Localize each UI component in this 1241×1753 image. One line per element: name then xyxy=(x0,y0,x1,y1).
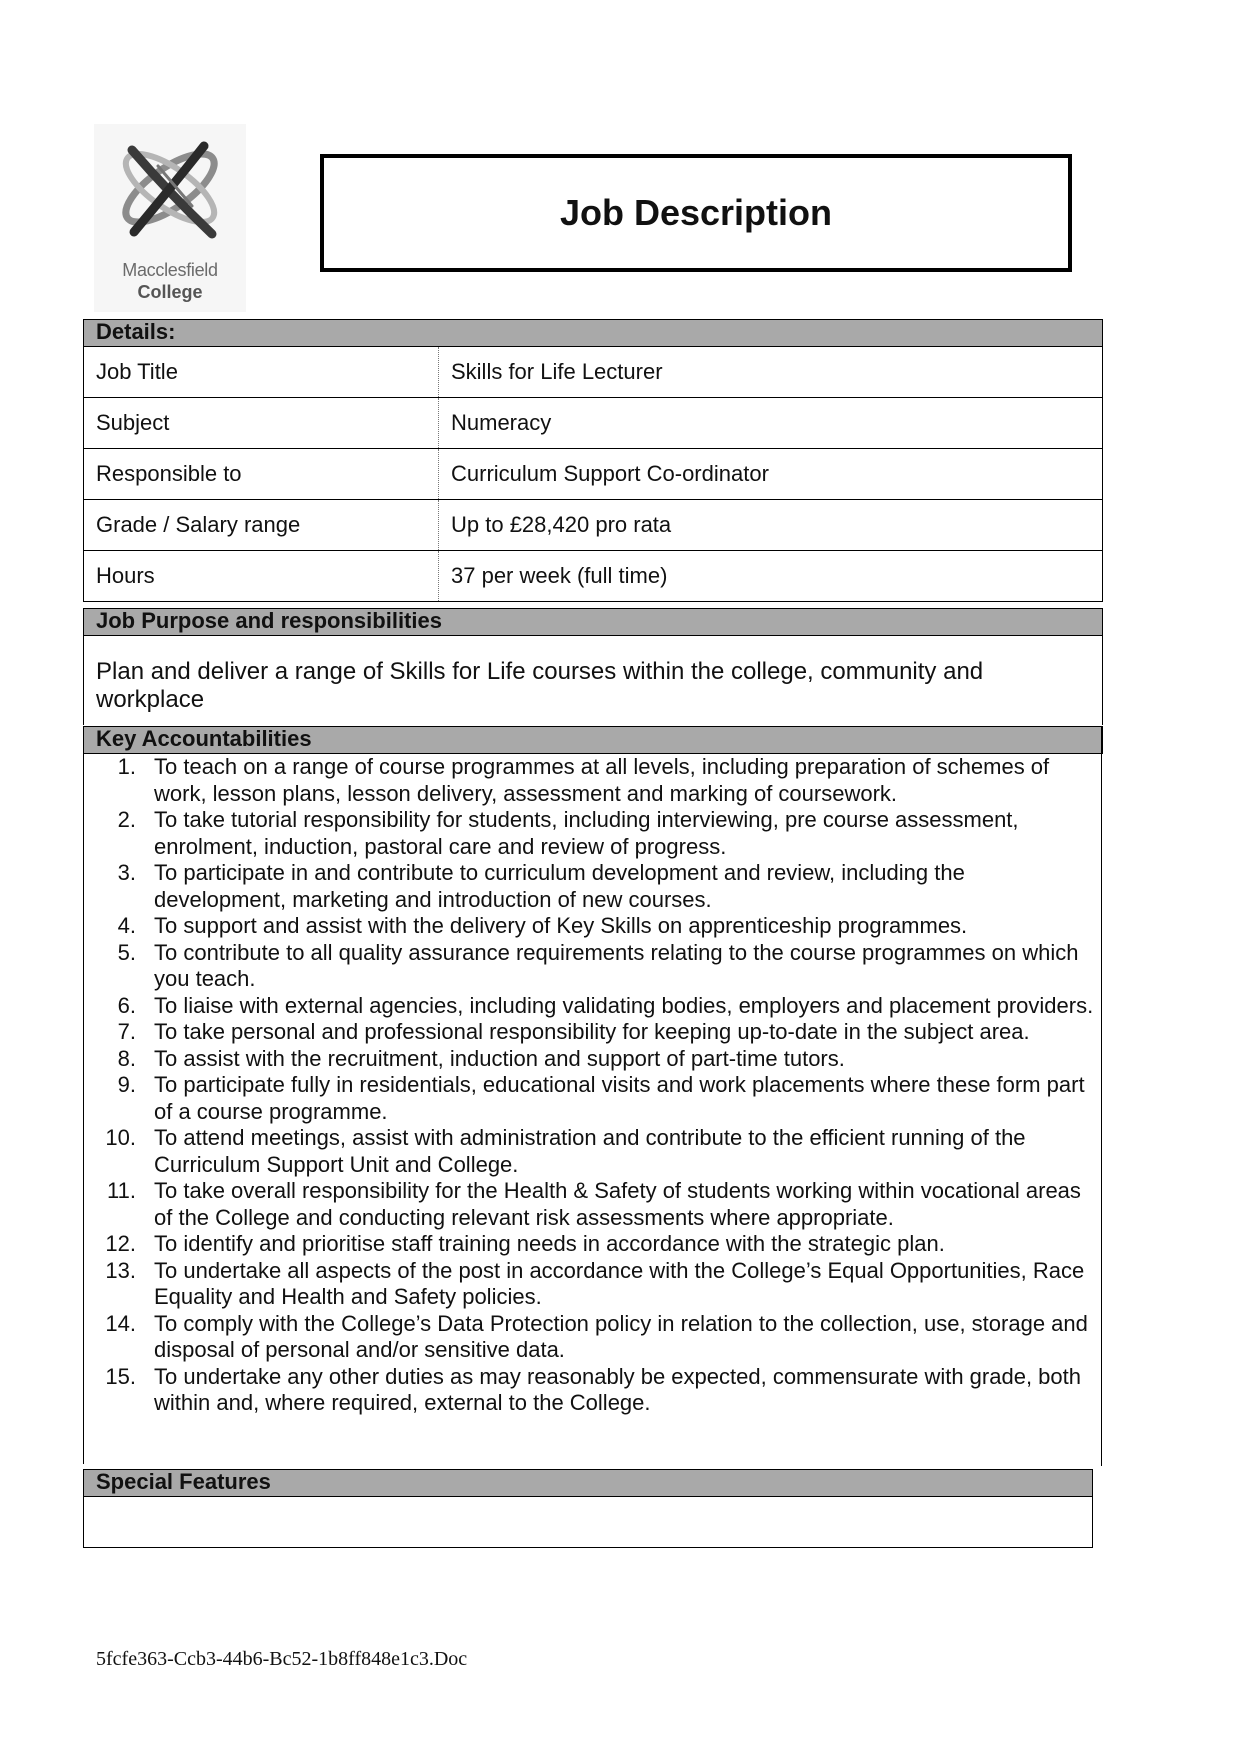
item-number: 6. xyxy=(117,992,136,1018)
grade-salary-value: Up to £28,420 pro rata xyxy=(439,500,1103,551)
details-table xyxy=(83,346,1103,602)
job-title-value: Skills for Life Lecturer xyxy=(439,347,1103,398)
item-number: 11. xyxy=(107,1178,136,1203)
item-text: To liaise with external agencies, including validating bodies, employers and placement providers. xyxy=(154,992,1094,1018)
logo-text-line1: Macclesfield xyxy=(122,260,218,280)
college-logo xyxy=(94,124,246,312)
table-row xyxy=(84,398,1103,449)
item-number: 4. xyxy=(117,913,136,938)
purpose-text: Plan and deliver a range of Skills for Life courses within the college, community and workplace xyxy=(96,658,984,713)
item-text: To attend meetings, assist with administration and contribute to the efficient running of the Curriculum Support Unit and College. xyxy=(154,1125,1026,1177)
hours-label: Hours xyxy=(84,551,439,602)
item-text: To participate fully in residentials, educational visits and work placements where these form part of a course programme. xyxy=(154,1072,1085,1124)
item-number: 7. xyxy=(117,1019,136,1044)
list-item xyxy=(84,1072,1094,1125)
list-item xyxy=(84,807,1094,860)
list-item xyxy=(84,1231,1094,1258)
purpose-section xyxy=(83,636,1103,725)
list-item xyxy=(84,1046,1094,1073)
item-text: To participate in and contribute to curriculum development and review, including the development, marketing and introduction of new courses. xyxy=(154,860,965,912)
subject-value: Numeracy xyxy=(439,398,1103,449)
item-text: To assist with the recruitment, induction and support of part-time tutors. xyxy=(154,1045,845,1071)
item-number: 8. xyxy=(117,1045,136,1071)
item-number: 13. xyxy=(105,1257,136,1283)
item-number: 2. xyxy=(117,807,136,832)
list-item xyxy=(84,754,1094,807)
document-title: Job Description xyxy=(559,192,833,233)
item-text: To undertake all aspects of the post in accordance with the College’s Equal Opportunities, Race Equality and Health and Safety policies. xyxy=(154,1257,1085,1309)
list-item xyxy=(84,913,1094,940)
accountabilities-list xyxy=(84,754,1094,1417)
item-text: To undertake any other duties as may reasonably be expected, commensurate with grade, both within and, where required, external to the College. xyxy=(154,1363,1081,1415)
item-text: To contribute to all quality assurance requirements relating to the course programmes on which you teach. xyxy=(154,939,1079,991)
college-logo-emblem-icon xyxy=(94,124,246,258)
hours-value: 37 per week (full time) xyxy=(439,551,1103,602)
item-text: To take personal and professional responsibility for keeping up-to-date in the subject area. xyxy=(154,1019,1030,1044)
table-row xyxy=(84,347,1103,398)
item-number: 5. xyxy=(117,939,136,965)
item-number: 12. xyxy=(105,1231,136,1256)
accountabilities-header: Key Accountabilities xyxy=(83,726,1103,754)
list-item xyxy=(84,1178,1094,1231)
item-text: To identify and prioritise staff training needs in accordance with the strategic plan. xyxy=(154,1231,945,1256)
item-number: 15. xyxy=(105,1363,136,1389)
list-item xyxy=(84,860,1094,913)
purpose-header: Job Purpose and responsibilities xyxy=(83,608,1103,636)
list-item xyxy=(84,1125,1094,1178)
item-number: 1. xyxy=(117,754,136,779)
item-text: To teach on a range of course programmes at all levels, including preparation of schemes of work, lesson plans, lesson delivery, assessment and marking of coursework. xyxy=(154,754,1050,806)
logo-text-line2: College xyxy=(137,282,203,302)
item-text: To take overall responsibility for the Health & Safety of students working within vocational areas of the College and conducting relevant risk assessments where appropriate. xyxy=(154,1178,1081,1230)
item-text: To support and assist with the delivery of Key Skills on apprenticeship programmes. xyxy=(154,913,968,938)
item-text: To take tutorial responsibility for students, including interviewing, pre course assessment, enrolment, induction, pastoral care and review of progress. xyxy=(154,807,1019,859)
table-row xyxy=(84,449,1103,500)
subject-label: Subject xyxy=(84,398,439,449)
accountabilities-section xyxy=(83,754,1102,1464)
item-number: 10. xyxy=(105,1125,136,1150)
special-features-header: Special Features xyxy=(83,1469,1093,1497)
responsible-to-label: Responsible to xyxy=(84,449,439,500)
list-item xyxy=(84,1019,1094,1046)
details-header: Details: xyxy=(83,319,1103,347)
item-number: 9. xyxy=(117,1072,136,1097)
item-number: 3. xyxy=(117,860,136,885)
list-item xyxy=(84,993,1094,1020)
document-filename: 5fcfe363-Ccb3-44b6-Bc52-1b8ff848e1c3.Doc xyxy=(96,1648,468,1670)
responsible-to-value: Curriculum Support Co-ordinator xyxy=(439,449,1103,500)
item-text: To comply with the College’s Data Protection policy in relation to the collection, use, storage and disposal of personal and/or sensitive data. xyxy=(154,1310,1088,1362)
list-item xyxy=(84,1258,1094,1311)
list-item xyxy=(84,940,1094,993)
grade-salary-label: Grade / Salary range xyxy=(84,500,439,551)
special-features-body xyxy=(83,1496,1093,1548)
title-box xyxy=(320,154,1072,272)
item-number: 14. xyxy=(105,1310,136,1336)
table-row xyxy=(84,551,1103,602)
table-row xyxy=(84,500,1103,551)
job-title-label: Job Title xyxy=(84,347,439,398)
list-item xyxy=(84,1311,1094,1364)
list-item xyxy=(84,1364,1094,1417)
